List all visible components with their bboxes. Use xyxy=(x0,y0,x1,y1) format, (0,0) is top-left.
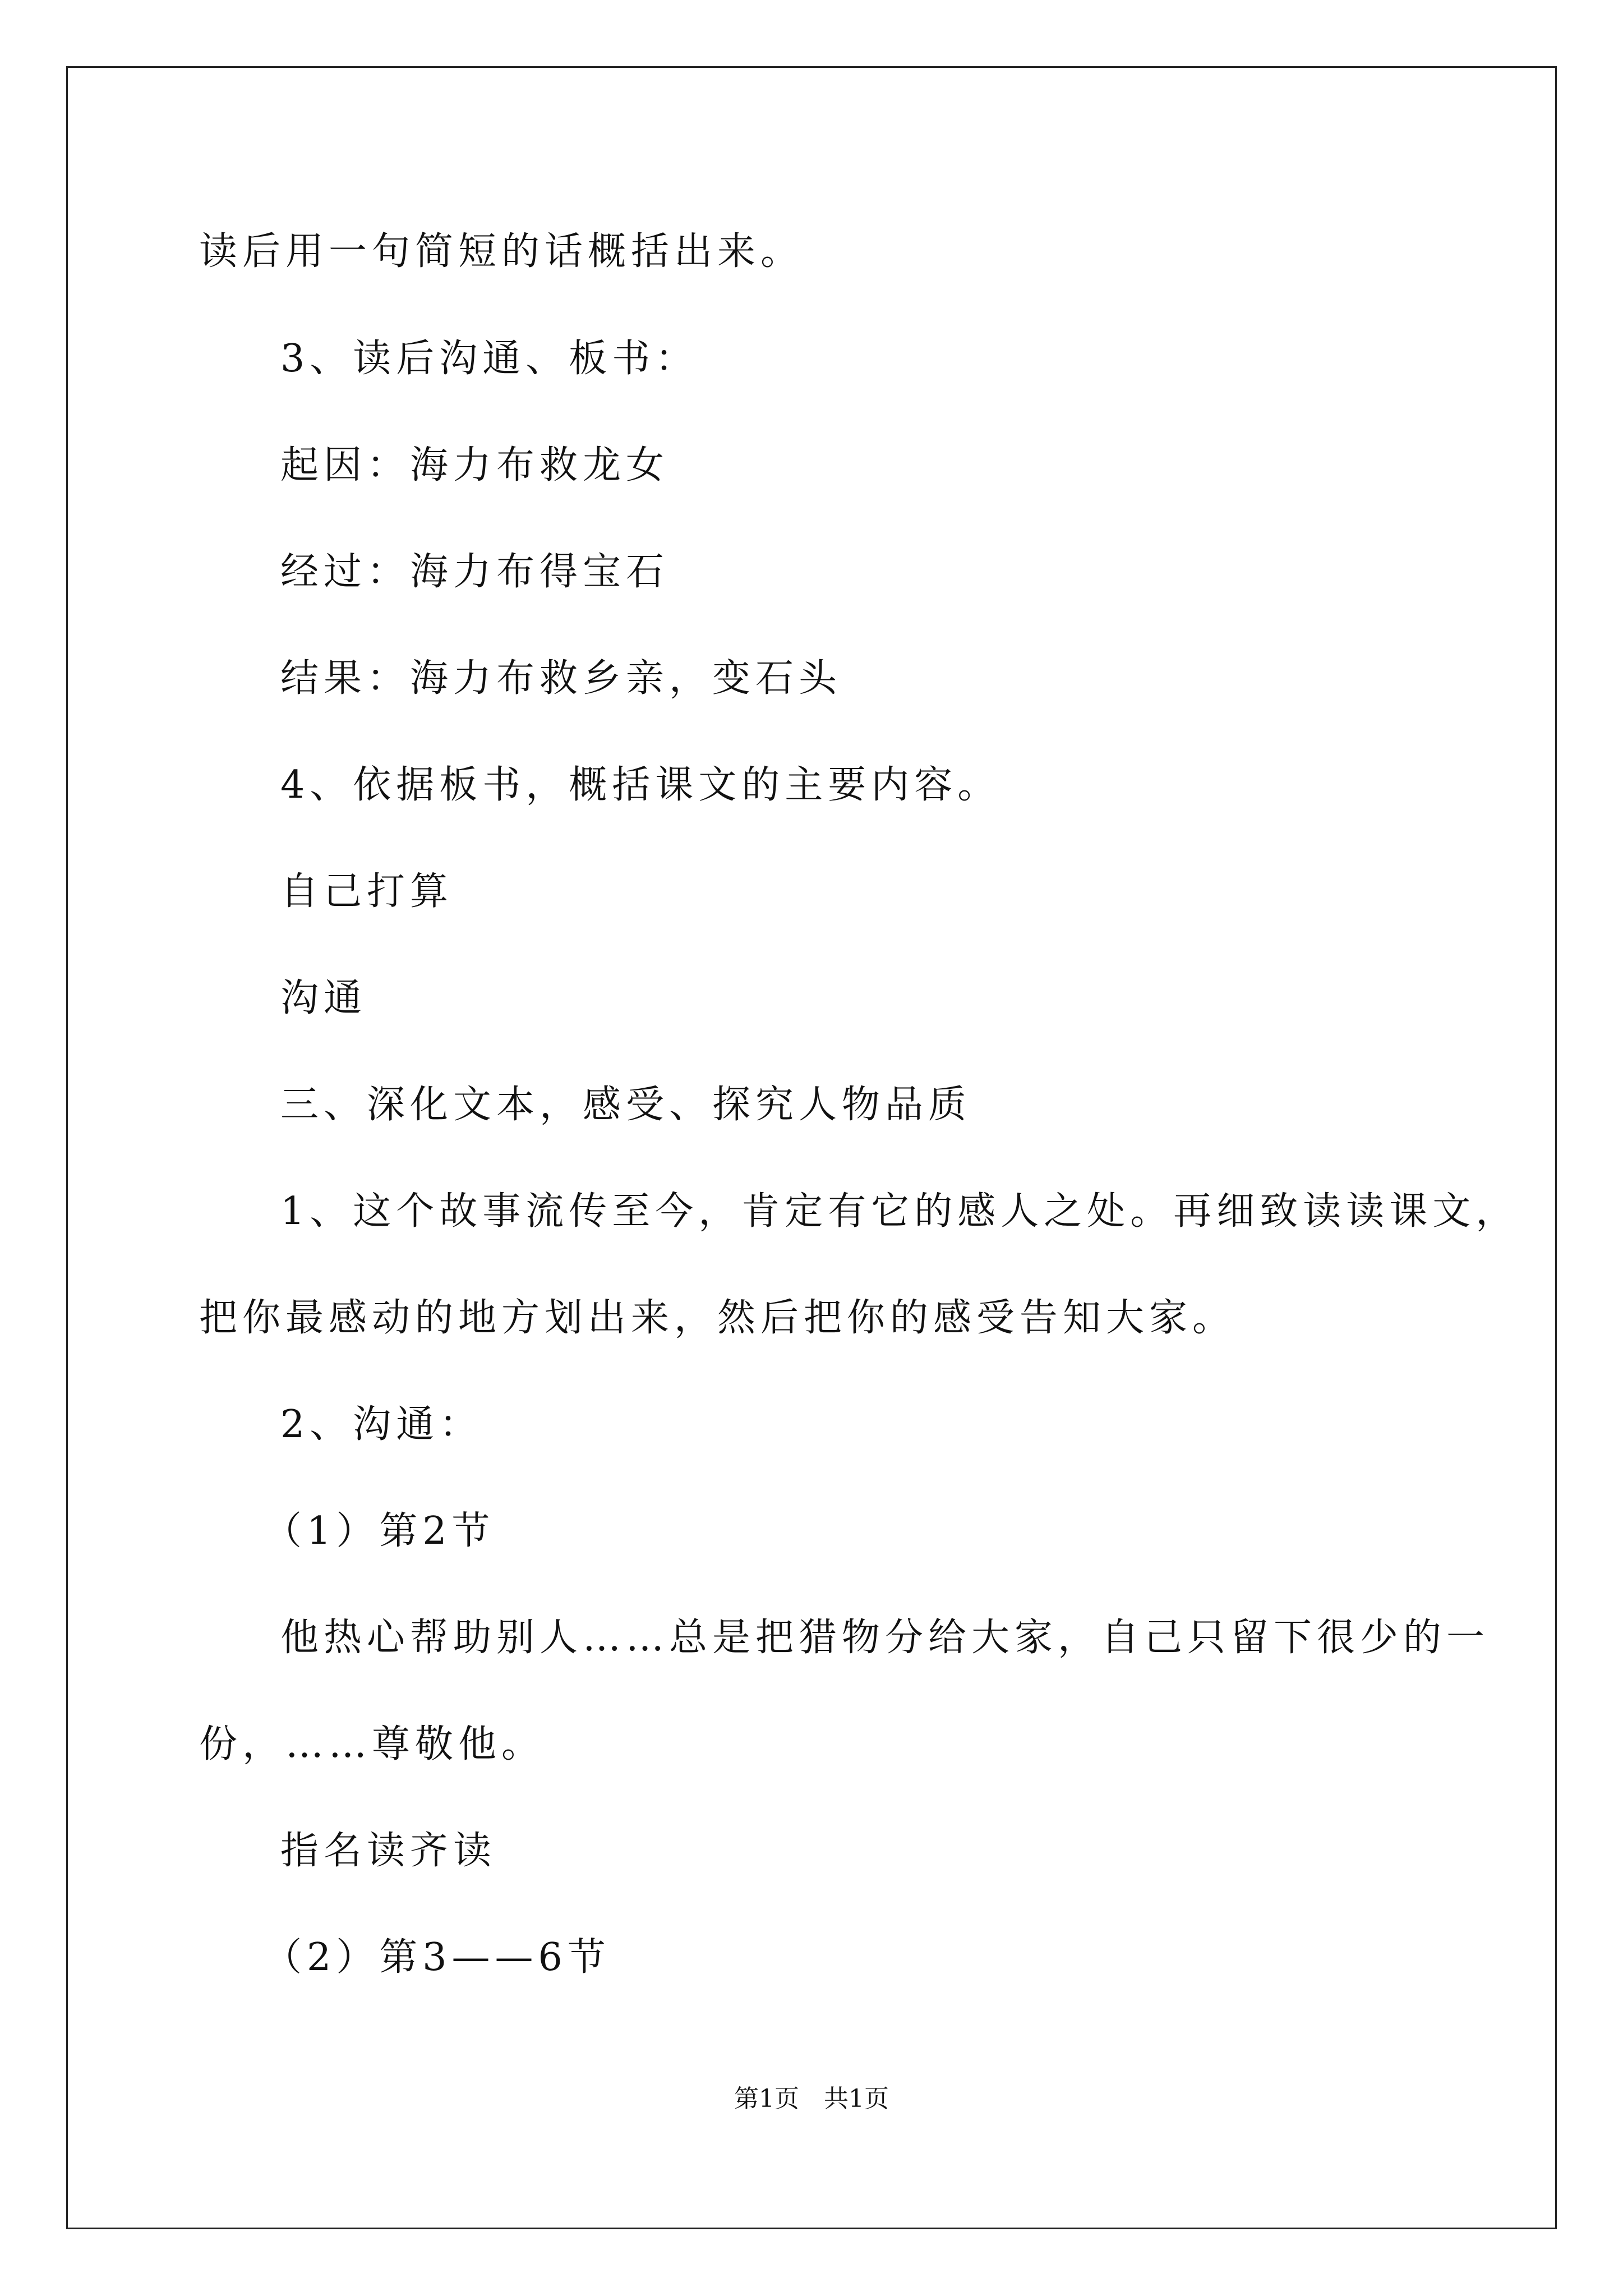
text-line: （1）第2节 xyxy=(264,1509,495,1553)
text-line: 4、依据板书，概括课文的主要内容。 xyxy=(280,763,1001,807)
text-line: 沟通 xyxy=(280,976,367,1020)
page-number: 第1页 共1页 xyxy=(734,2085,889,2113)
text-line: 指名读齐读 xyxy=(280,1829,497,1873)
text-line: 2、沟通： xyxy=(280,1402,483,1447)
text-line: 结果：海力布救乡亲，变石头 xyxy=(280,656,842,701)
text-line: 起因：海力布救龙女 xyxy=(280,443,670,487)
text-line: 自己打算 xyxy=(280,869,454,914)
text-line: 经过：海力布得宝石 xyxy=(280,550,670,594)
page-border xyxy=(66,66,1557,2229)
text-line: 3、读后沟通、板书： xyxy=(280,337,699,381)
text-line: 份，……尊敬他。 xyxy=(199,1722,545,1766)
text-line: 把你最感动的地方划出来，然后把你的感受告知大家。 xyxy=(199,1296,1236,1340)
text-line: （2）第3——6节 xyxy=(264,1935,611,1980)
text-line: 读后用一句简短的话概括出来。 xyxy=(199,229,804,274)
text-line: 他热心帮助别人……总是把猎物分给大家，自己只留下很少的一 xyxy=(280,1616,1490,1660)
text-line: 1、这个故事流传至今，肯定有它的感人之处。再细致读读课文， xyxy=(280,1189,1519,1234)
text-line: 三、深化文本，感受、探究人物品质 xyxy=(280,1083,972,1127)
